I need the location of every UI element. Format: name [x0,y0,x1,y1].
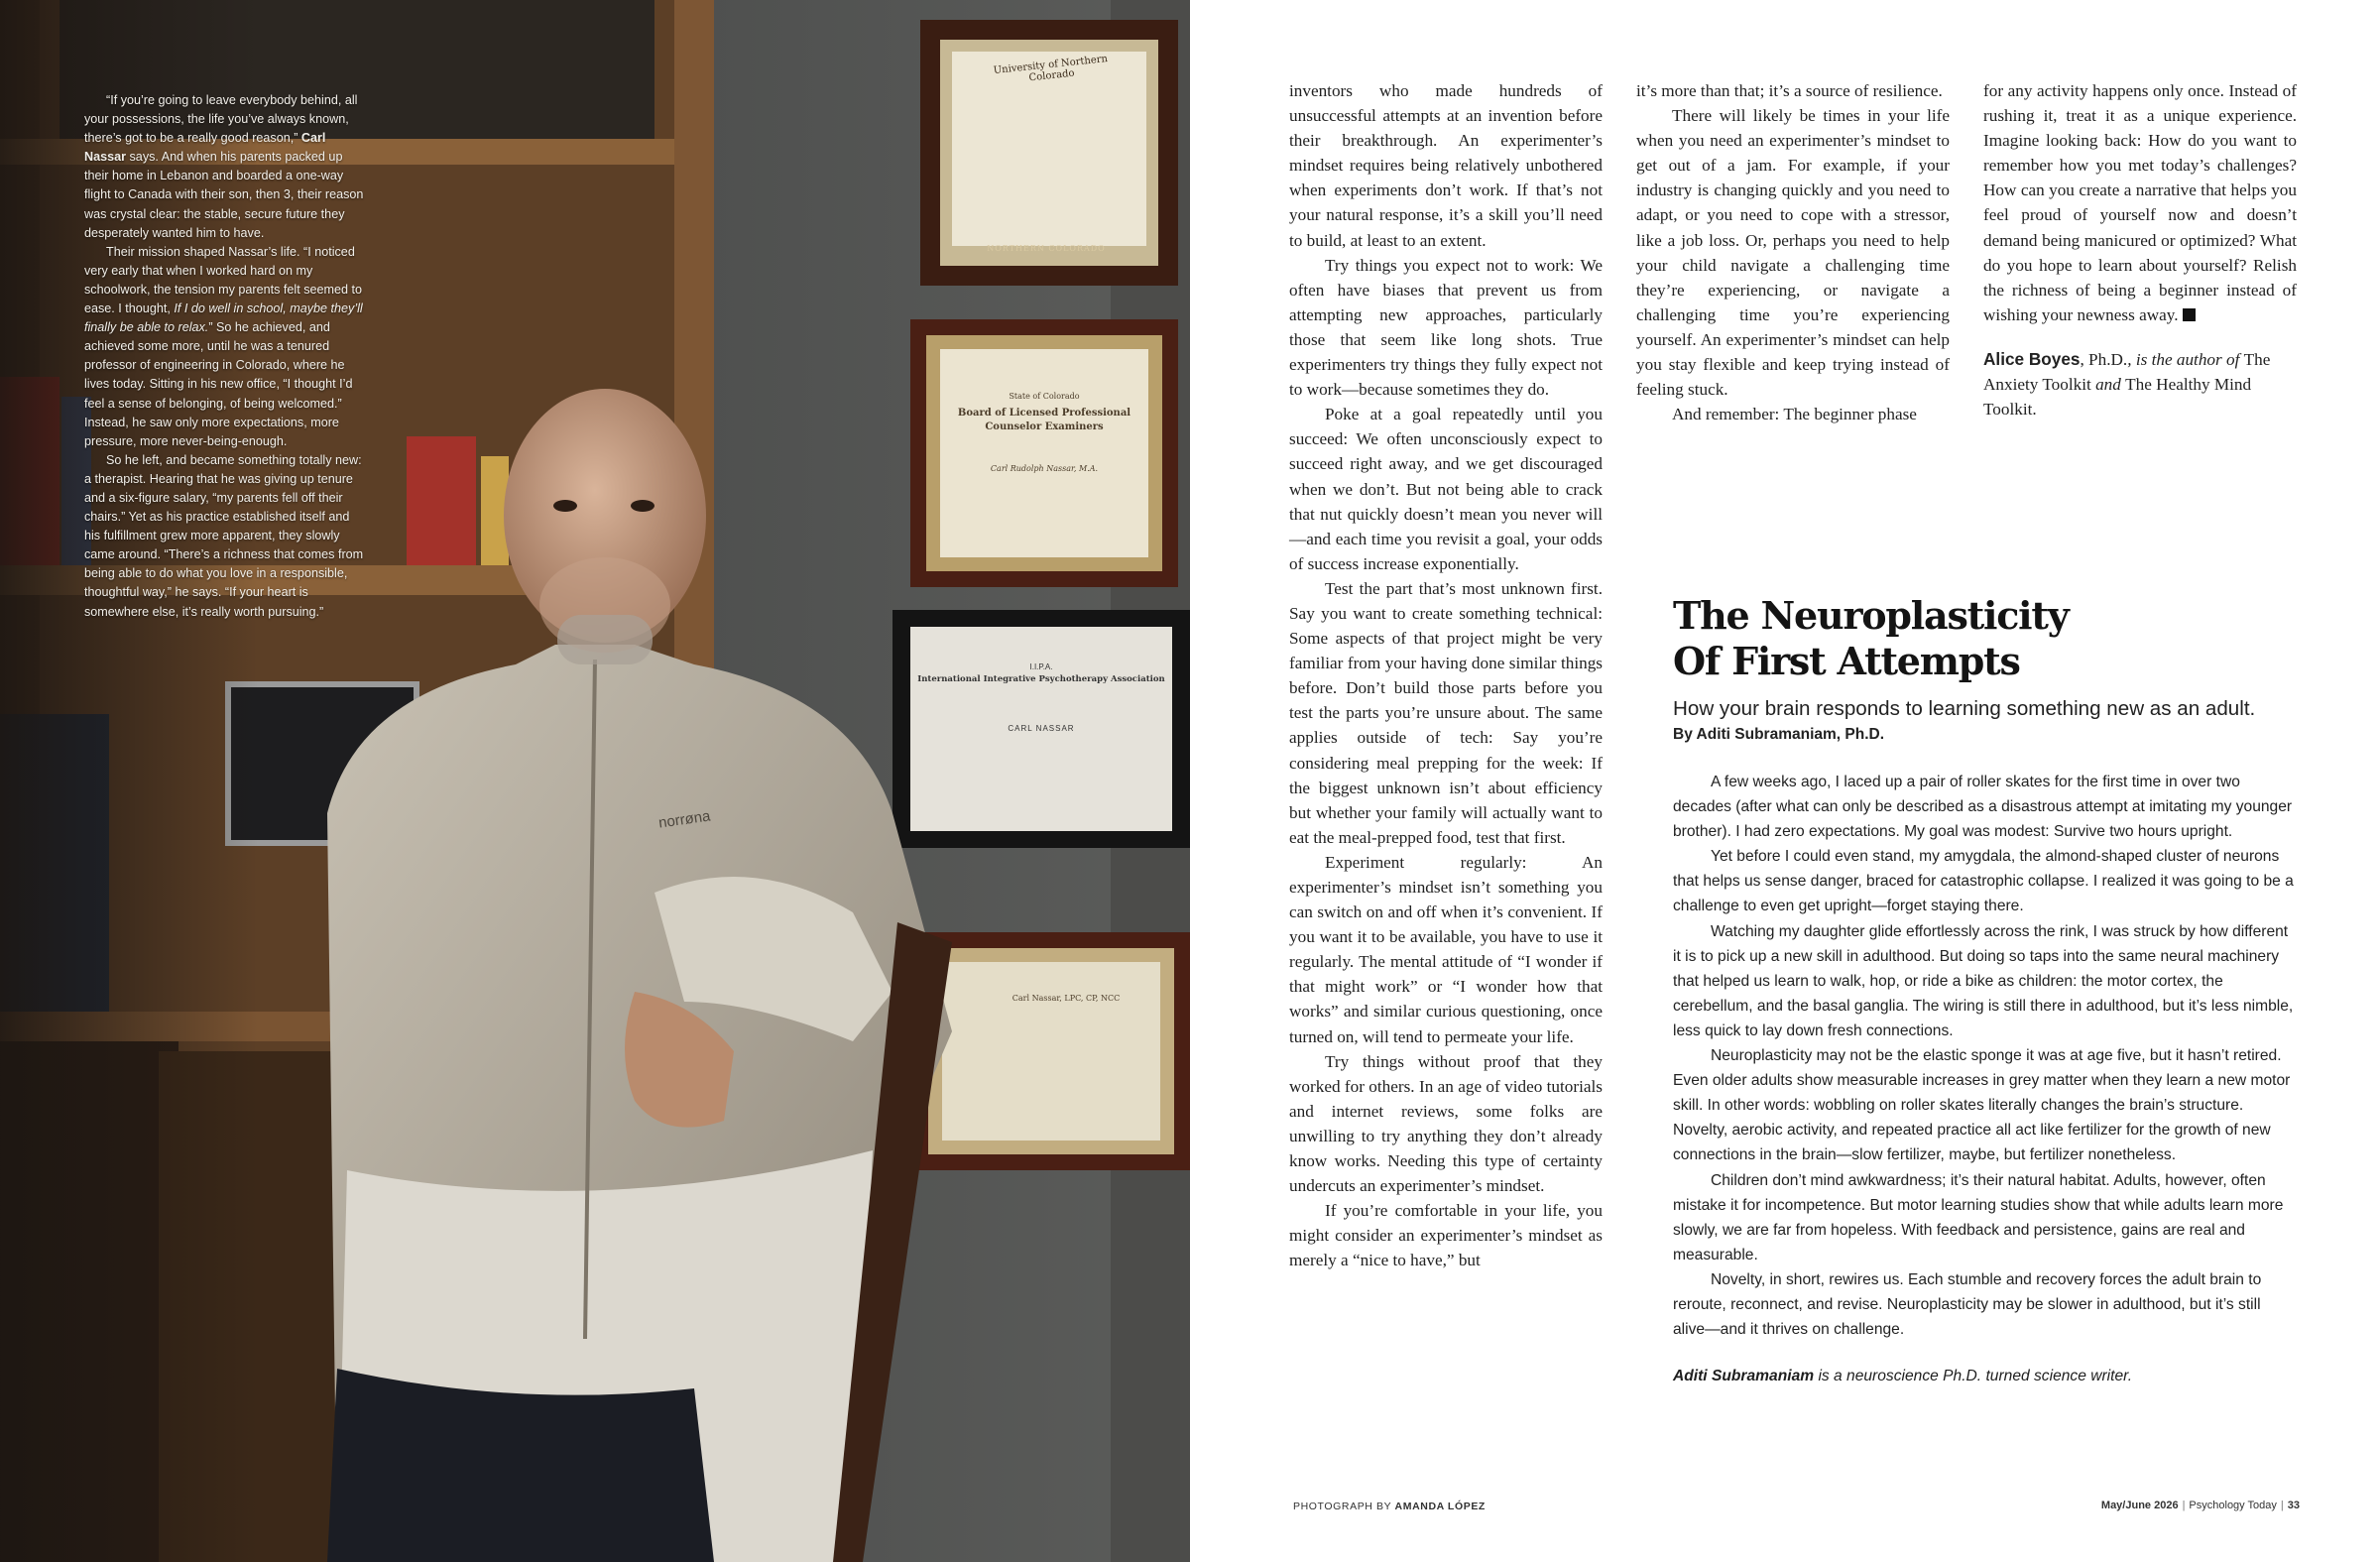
caption-text: ” So he achieved, and achieved some more, until he was a tenured professor of engineering in Colorado, where he lives today. Sitting in his new office, “I thought I’d feel a sense of belonging, of being welcomed.” Instead, he saw only more expectations, more pressure, more never-being-enough. [84,320,353,448]
photographer-name: AMANDA LÓPEZ [1394,1501,1486,1512]
body-paragraph [1983,78,2297,327]
photo-credit [1293,1501,1486,1512]
body-paragraph: Poke at a goal repeatedly until you succeed: We often unconsciously expect to succeed right away, and we get discouraged when we don’t. But not being able to crack that nut quickly doesn’t mean you never will—and each time you revisit a goal, your odds of success increase exponentially. [1289,405,1603,573]
caption-text: says. And when his parents packed up their home in Lebanon and boarded a one-way flight to Canada with their son, then 3, their reason was crystal clear: the stable, secure future they desperately wanted him to have. [84,150,364,240]
body-paragraph: Watching my daughter glide effortlessly across the rink, I was struck by how different it is to pick up a new skill in adulthood. But doing so taps into the same neural machinery that helped us learn to walk, hop, or ride a bike as children: the motor cortex, the cerebellum, and the basal ganglia. The wiring is still there in adulthood, but it’s less nimble, less quick to lay down fresh connections. [1673,922,2294,1039]
diploma-3-title: International Integrative Psychotherapy Association [917,674,1165,684]
author-name: Alice Boyes [1983,348,2081,369]
article-title: The Neuroplasticity Of First Attempts [1673,593,2069,683]
end-mark-icon [2183,308,2196,321]
page-folio [2101,1500,2300,1511]
author-bio [1673,1366,2296,1387]
diploma-2-title: State of Colorado [1009,392,1080,401]
article-body [1673,770,2296,1342]
caption-name: Carl Nassar [84,131,326,165]
body-paragraph: If you’re comfortable in your life, you might consider an experimenter’s mindset as merely a “nice to have,” but [1289,1201,1603,1270]
article-subtitle: How your brain responds to learning something new as an adult. [1673,697,2256,720]
body-paragraph: Try things without proof that they worked for others. In an age of video tutorials and internet reviews, some folks are unwilling to try anything they don’t already know works. Needing this type of certainty undercuts an experimenter’s mindset. [1289,1051,1603,1196]
diploma-4-name: Carl Nassar, LPC, CP, NCC [1012,994,1121,1003]
magazine-name: Psychology Today [2189,1500,2277,1511]
body-paragraph: Yet before I could even stand, my amygdala, the almond-shaped cluster of neurons that helps us sense danger, braced for catastrophic collapse. I realized it was going to be a challenge to even get upright—forget staying there. [1673,848,2294,915]
diploma-3-header: I.I.P.A. [1029,662,1053,671]
separator: | [2182,1500,2186,1511]
caption-paragraph: So he left, and became something totally new: a therapist. Hearing that he was giving up tenure and a six-figure salary, “my parents fell off their chairs.” Yet as his practice established itself and his fulfillment grew more apparent, they slowly came around. “There’s a richness that comes from being able to do what you love in a responsible, thoughtful way,” he says. “If your heart is somewhere else, it’s really worth pursuing.” [84,452,364,619]
caption-paragraph [84,91,364,243]
closing-text: for any activity happens only once. Instead of rushing it, treat it as a unique experience. Imagine looking back: How do you want to remember how you met today’s challenges? How can you create a narrative that helps you feel proud of yourself now and doesn’t demand being manicured or optimized? What do you hope to learn about yourself? Relish the richness of being a beginner instead of wishing your newness away. [1983,81,2297,324]
body-paragraph: it’s more than that; it’s a source of resilience. [1636,81,1943,100]
body-paragraph: Neuroplasticity may not be the elastic sponge it was at age five, but it hasn’t retired. Even older adults show measurable increases in grey matter when they learn a new motor skill. In other words: wobbling on roller skates literally changes the brain’s structure. Novelty, aerobic activity, and repeated practice all act like fertilizer for the growth of new connections in the brain—slow fertilizer, maybe, but fertilizer nonetheless. [1673,1047,2291,1164]
photo-caption [84,91,364,622]
diploma-1-footer: NORTHERN COLORADO [987,244,1106,253]
body-paragraph: There will likely be times in your life when you need an experimenter’s mindset to get out of a jam. For example, if your industry is changing quickly and you need to adapt, or you need to cope with a stressor, like a job loss. Or, perhaps you need to help your child navigate a challenging time they’re experiencing, or navigate a challenging time you’re experiencing yourself. An experimenter’s mindset can help you stay flexible and keep trying instead of feeling stuck. [1636,106,1950,400]
issue-date: May/June 2026 [2100,1500,2179,1511]
body-paragraph: Experiment regularly: An experimenter’s mindset isn’t something you can switch on and off when it’s convenient. If you want it to be available, you have to use it regularly. The mental attitude of “I wonder if that might work” or “I wonder how that works” and similar curious questioning, once turned on, will tend to permeate your life. [1289,852,1603,1046]
diploma-2-name: Carl Rudolph Nassar, M.A. [990,464,1099,473]
article-byline: By Aditi Subramaniam, Ph.D. [1673,726,1885,743]
body-paragraph: A few weeks ago, I laced up a pair of roller skates for the first time in over two decades (after what can only be described as a disastrous attempt at imitating my younger brother). I had zero expectations. My goal was modest: Survive two hours upright. [1673,774,2293,841]
author-name: Aditi Subramaniam [1673,1368,1815,1385]
body-paragraph: Children don’t mind awkwardness; it’s their natural habitat. Adults, however, often mistake it for incompetence. But motor learning studies show that while adults learn more slowly, we are far from hopeless. With feedback and persistence, gains are real and measurable. [1673,1171,2284,1263]
body-paragraph: Novelty, in short, rewires us. Each stumble and recovery forces the adult brain to reroute, reconnect, and revise. Neuroplasticity may be slower in adulthood, but it’s still alive—and it thrives on challenge. [1673,1270,2262,1339]
page-number: 33 [2287,1500,2300,1511]
separator: | [2280,1500,2284,1511]
body-paragraph: And remember: The beginner phase [1672,405,1917,424]
caption-text: Their mission shaped Nassar’s life. “I noticed very early that when I worked hard on my schoolwork, the tension my parents felt seemed to ease. I thought, [84,244,363,316]
article-column-1 [1289,78,1603,1273]
bio-text: , is the author of [2127,349,2244,369]
bio-text: and [2090,375,2126,395]
caption-paragraph [84,243,364,451]
diploma-2-board: Board of Licensed Professional Counselor Examiners [957,408,1131,432]
body-paragraph: Try things you expect not to work: We often have biases that prevent us from attempting new approaches, particularly those that seem like long shots. True experimenters try things they fully expect not to work—because sometimes they do. [1289,255,1603,400]
caption-text: “If you’re going to leave everybody behind, all your possessions, the life you’ve always known, there’s got to be a really good reason,” [84,93,358,146]
sidebar-article [1673,593,2296,1387]
article-column-2 [1636,78,1950,426]
credit-label: PHOTOGRAPH BY [1293,1501,1395,1512]
article-column-3 [1983,78,2297,421]
diploma-1-title: University of Northern Colorado [993,54,1109,84]
author-degree: , Ph.D. [2080,349,2128,369]
diploma-3-name: CARL NASSAR [1008,724,1075,733]
book-title: The Anxiety Toolkit [1983,349,2271,395]
jacket-logo: norrøna [657,807,712,832]
book-title: The Healthy Mind Toolkit. [1983,375,2252,420]
body-paragraph: Test the part that’s most unknown first. Say you want to create something technical: Some aspects of that project might be very familiar from your having done similar things before. Don’t build those parts before you test the parts you’re unsure about. The same applies outside of tech: Say you’re considering meal prepping for the week: If the biggest unknown isn’t about efficiency but whether your family will actually want to eat the meal-prepped food, test that first. [1289,578,1603,847]
caption-italic-text: If I do well in school, maybe they’ll finally be able to relax. [84,301,363,335]
author-bio [1983,347,2297,421]
body-paragraph: inventors who made hundreds of unsuccessful attempts at an invention before their breakthrough. An experimenter’s mindset requires being relatively unbothered when experiments don’t work. If that’s not your natural response, it’s a skill you’ll need to build, at least to an extent. [1289,81,1603,250]
bio-text: is a neuroscience Ph.D. turned science writer. [1814,1368,2133,1385]
